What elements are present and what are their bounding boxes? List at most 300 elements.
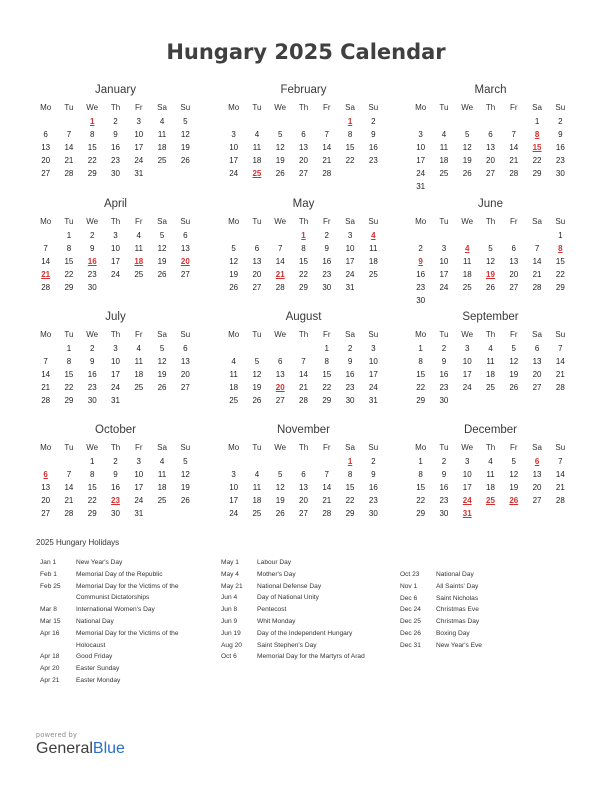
week-row xyxy=(409,455,572,468)
day-cell: 9 xyxy=(441,470,447,479)
day-cell: 14 xyxy=(509,143,519,152)
week-row xyxy=(34,229,197,242)
day-cell: 14 xyxy=(322,483,332,492)
day-cell xyxy=(362,167,385,180)
holiday-name: National Day xyxy=(436,571,474,578)
holiday-name: New Year's Day xyxy=(76,559,123,566)
holiday-name: Mother's Day xyxy=(257,570,296,578)
day-cell: 30 xyxy=(87,396,97,405)
day-cell xyxy=(502,507,525,520)
holiday-item xyxy=(221,581,397,593)
holiday-item xyxy=(221,604,397,616)
weekday-label: Mo xyxy=(40,103,52,112)
week-row xyxy=(34,481,197,494)
day-cell: 16 xyxy=(555,143,565,152)
day-cell: 21 xyxy=(555,483,565,492)
day-cell: 2 xyxy=(347,344,353,353)
weekday-label: Mo xyxy=(415,330,427,339)
day-cell: 22 xyxy=(555,270,565,279)
holiday-day-cell: 1 xyxy=(301,231,306,240)
day-cell: 9 xyxy=(113,130,118,139)
weekday-label: Fr xyxy=(322,443,331,452)
day-cell: 3 xyxy=(231,470,236,479)
day-cell: 9 xyxy=(89,357,95,366)
holiday-date: Jun 19 xyxy=(221,629,241,637)
week-row xyxy=(34,281,197,294)
weekday-label: Tu xyxy=(252,330,262,339)
day-cell: 7 xyxy=(534,244,540,253)
day-cell: 22 xyxy=(416,383,426,392)
day-cell xyxy=(292,342,315,355)
weekday-label: Fr xyxy=(509,330,518,339)
day-cell: 25 xyxy=(368,270,378,279)
weekday-label: Mo xyxy=(40,443,52,452)
day-cell xyxy=(174,167,197,180)
week-row xyxy=(34,455,197,468)
month-march xyxy=(409,83,572,193)
weekday-header xyxy=(34,441,197,455)
holiday-date: Nov 1 xyxy=(400,582,418,590)
holiday-name: Saint Stephen's Day xyxy=(257,641,317,649)
holiday-item xyxy=(40,569,208,581)
day-cell xyxy=(502,115,525,128)
day-cell: 21 xyxy=(299,383,308,392)
day-cell: 13 xyxy=(41,483,51,492)
holiday-day-cell: 21 xyxy=(41,270,51,279)
day-cell xyxy=(292,115,315,128)
week-row xyxy=(222,229,385,242)
day-cell: 30 xyxy=(368,509,378,518)
holiday-day-cell: 16 xyxy=(87,257,97,266)
weekday-label: Mo xyxy=(228,330,240,339)
page-title: Hungary 2025 Calendar xyxy=(166,40,446,64)
week-row xyxy=(34,141,197,154)
footer-logo xyxy=(36,732,125,758)
day-cell xyxy=(479,115,502,128)
day-cell: 31 xyxy=(368,396,378,405)
day-cell: 9 xyxy=(324,244,329,253)
month-name: February xyxy=(280,84,327,96)
day-cell: 3 xyxy=(418,130,423,139)
weekday-label: We xyxy=(86,330,99,339)
week-row xyxy=(222,455,385,468)
day-cell xyxy=(479,180,502,193)
day-cell xyxy=(362,281,385,294)
holiday-date: Apr 18 xyxy=(40,653,60,661)
week-row xyxy=(34,507,197,520)
month-name: May xyxy=(292,198,315,210)
day-cell: 6 xyxy=(254,244,260,253)
weekday-header xyxy=(222,441,385,455)
day-cell: 1 xyxy=(324,344,329,353)
day-cell: 16 xyxy=(322,257,332,266)
brand-logo xyxy=(36,740,125,758)
day-cell: 5 xyxy=(159,231,165,240)
day-cell: 16 xyxy=(368,143,378,152)
day-cell: 28 xyxy=(322,169,332,178)
day-cell: 25 xyxy=(462,283,472,292)
holiday-list-column-2 xyxy=(221,557,397,663)
day-cell: 31 xyxy=(111,396,120,405)
week-row xyxy=(222,255,385,268)
day-cell: 3 xyxy=(231,130,236,139)
day-cell: 5 xyxy=(183,457,188,466)
day-cell: 26 xyxy=(157,383,167,392)
day-cell: 12 xyxy=(252,370,262,379)
day-cell: 23 xyxy=(368,156,378,165)
day-cell: 14 xyxy=(555,470,565,479)
day-cell: 21 xyxy=(509,156,519,165)
day-cell xyxy=(409,115,432,128)
holiday-item xyxy=(40,651,208,663)
week-row xyxy=(34,381,197,394)
day-cell: 2 xyxy=(89,344,95,353)
day-cell: 6 xyxy=(301,470,306,479)
day-cell xyxy=(127,394,150,407)
day-cell xyxy=(549,294,572,307)
day-cell: 11 xyxy=(134,244,143,253)
day-cell: 11 xyxy=(439,143,449,152)
week-row xyxy=(222,507,385,520)
holiday-name: National Day xyxy=(76,617,114,625)
holiday-item xyxy=(40,557,208,569)
day-cell: 27 xyxy=(41,169,51,178)
day-cell xyxy=(432,180,455,193)
weekday-label: Mo xyxy=(415,103,427,112)
weekday-label: Sa xyxy=(532,330,542,339)
day-cell: 28 xyxy=(509,169,519,178)
day-cell: 7 xyxy=(301,357,306,366)
holiday-day-cell: 20 xyxy=(275,383,285,392)
day-cell: 12 xyxy=(275,483,285,492)
day-cell xyxy=(174,507,197,520)
holiday-day-cell: 4 xyxy=(464,244,470,253)
weekday-label: Fr xyxy=(322,330,331,339)
weekday-label: Su xyxy=(555,443,566,452)
week-row xyxy=(409,128,572,141)
day-cell: 24 xyxy=(111,383,120,392)
day-cell: 30 xyxy=(555,169,565,178)
day-cell: 27 xyxy=(275,396,285,405)
day-cell xyxy=(525,180,548,193)
holiday-item xyxy=(221,592,397,604)
day-cell: 17 xyxy=(462,483,472,492)
day-cell: 15 xyxy=(64,257,74,266)
week-row xyxy=(409,154,572,167)
day-cell: 18 xyxy=(229,383,239,392)
day-cell xyxy=(57,115,80,128)
week-row xyxy=(409,281,572,294)
day-cell: 7 xyxy=(43,244,48,253)
day-cell: 11 xyxy=(229,370,238,379)
day-cell: 13 xyxy=(509,257,519,266)
day-cell xyxy=(245,455,268,468)
holiday-item xyxy=(221,616,397,628)
day-cell: 13 xyxy=(275,370,285,379)
holiday-name: Easter Monday xyxy=(76,676,121,684)
holiday-date: Dec 25 xyxy=(400,618,421,626)
week-row xyxy=(409,342,572,355)
weekday-label: Sa xyxy=(532,217,542,226)
day-cell: 25 xyxy=(229,396,239,405)
day-cell xyxy=(549,394,572,407)
day-cell xyxy=(34,115,57,128)
day-cell: 10 xyxy=(345,244,355,253)
day-cell xyxy=(479,394,502,407)
holiday-day-cell: 8 xyxy=(558,244,563,253)
weekday-label: Su xyxy=(180,330,191,339)
day-cell: 19 xyxy=(275,496,285,505)
day-cell: 14 xyxy=(322,143,332,152)
week-row xyxy=(222,355,385,368)
day-cell: 7 xyxy=(558,344,563,353)
holiday-date: Dec 24 xyxy=(400,606,421,614)
day-cell: 13 xyxy=(486,143,495,152)
day-cell: 20 xyxy=(299,156,308,165)
day-cell xyxy=(549,180,572,193)
holiday-item xyxy=(400,569,576,581)
day-cell xyxy=(315,455,338,468)
holiday-day-cell: 21 xyxy=(275,270,285,279)
day-cell: 1 xyxy=(66,231,72,240)
day-cell: 6 xyxy=(301,130,306,139)
day-cell xyxy=(269,455,292,468)
month-february xyxy=(222,83,385,180)
month-name: December xyxy=(463,424,518,436)
day-cell: 13 xyxy=(299,483,308,492)
day-cell: 9 xyxy=(441,357,447,366)
holiday-day-cell: 9 xyxy=(418,257,423,266)
day-cell: 7 xyxy=(66,470,72,479)
day-cell: 3 xyxy=(136,457,141,466)
day-cell: 3 xyxy=(464,344,470,353)
day-cell: 29 xyxy=(64,396,74,405)
day-cell: 29 xyxy=(532,169,542,178)
day-cell: 22 xyxy=(64,383,74,392)
day-cell: 15 xyxy=(87,483,97,492)
day-cell: 22 xyxy=(532,156,542,165)
day-cell xyxy=(174,394,197,407)
weekday-label: Tu xyxy=(64,443,74,452)
week-row xyxy=(34,268,197,281)
weekday-label: Tu xyxy=(439,103,449,112)
day-cell: 3 xyxy=(464,457,470,466)
weekday-label: Fr xyxy=(134,217,143,226)
day-cell: 17 xyxy=(439,270,449,279)
day-cell: 20 xyxy=(532,370,542,379)
weekday-label: Th xyxy=(110,330,121,339)
day-cell: 18 xyxy=(462,270,472,279)
day-cell: 20 xyxy=(486,156,495,165)
holiday-name: Christmas Eve xyxy=(436,606,479,614)
day-cell: 15 xyxy=(555,257,565,266)
day-cell: 19 xyxy=(509,483,519,492)
holiday-name: Pentecost xyxy=(257,606,287,614)
holidays-heading: 2025 Hungary Holidays xyxy=(36,538,120,547)
week-row xyxy=(409,294,572,307)
day-cell: 5 xyxy=(159,344,165,353)
weekday-label: Th xyxy=(298,443,309,452)
day-cell: 24 xyxy=(368,383,378,392)
holiday-name: National Defense Day xyxy=(257,582,322,590)
weekday-label: Th xyxy=(298,217,309,226)
day-cell: 3 xyxy=(371,344,376,353)
day-cell: 27 xyxy=(299,169,308,178)
day-cell: 31 xyxy=(416,182,426,191)
day-cell xyxy=(150,394,173,407)
weekday-label: Th xyxy=(298,330,309,339)
day-cell xyxy=(104,281,127,294)
day-cell xyxy=(525,229,548,242)
day-cell: 15 xyxy=(322,370,332,379)
weekday-label: Th xyxy=(485,217,496,226)
day-cell xyxy=(502,229,525,242)
weekday-label: Sa xyxy=(157,443,167,452)
weekday-label: Th xyxy=(485,443,496,452)
holiday-name: International Women's Day xyxy=(76,606,155,614)
day-cell: 5 xyxy=(231,244,236,253)
week-row xyxy=(222,481,385,494)
day-cell: 28 xyxy=(555,383,565,392)
day-cell: 4 xyxy=(441,130,447,139)
day-cell: 16 xyxy=(439,370,449,379)
weekday-label: Tu xyxy=(252,217,262,226)
day-cell: 4 xyxy=(136,231,141,240)
holiday-date: Aug 20 xyxy=(221,641,242,649)
day-cell: 8 xyxy=(347,470,353,479)
month-name: October xyxy=(95,424,136,436)
weekday-label: Su xyxy=(180,443,191,452)
day-cell xyxy=(456,180,479,193)
day-cell: 9 xyxy=(113,470,118,479)
day-cell: 7 xyxy=(511,130,516,139)
day-cell: 31 xyxy=(134,169,144,178)
holiday-name: Easter Sunday xyxy=(76,665,120,673)
day-cell: 11 xyxy=(486,470,495,479)
day-cell: 6 xyxy=(183,231,188,240)
day-cell: 17 xyxy=(229,156,239,165)
brand-part-general: General xyxy=(36,740,93,757)
day-cell: 9 xyxy=(371,130,376,139)
day-cell: 27 xyxy=(41,509,51,518)
week-row xyxy=(409,507,572,520)
day-cell: 4 xyxy=(254,470,260,479)
week-row xyxy=(409,355,572,368)
day-cell: 29 xyxy=(87,509,97,518)
day-cell: 8 xyxy=(324,357,329,366)
holiday-date: Mar 15 xyxy=(40,617,61,625)
month-april xyxy=(34,197,197,294)
weekday-label: Tu xyxy=(439,217,449,226)
day-cell: 13 xyxy=(180,357,190,366)
day-cell: 25 xyxy=(157,496,167,505)
day-cell: 3 xyxy=(136,117,141,126)
holiday-date: Jun 4 xyxy=(221,594,238,602)
day-cell: 20 xyxy=(41,496,51,505)
day-cell: 19 xyxy=(275,156,285,165)
holiday-date: Mar 8 xyxy=(40,606,57,614)
day-cell: 29 xyxy=(64,283,74,292)
holiday-name: Memorial Day for the Victims of the Communist Dictatorships xyxy=(76,582,179,602)
weekday-label: Sa xyxy=(345,443,355,452)
weekday-header xyxy=(409,441,572,455)
day-cell: 7 xyxy=(324,130,329,139)
day-cell: 27 xyxy=(532,496,542,505)
day-cell: 26 xyxy=(180,496,190,505)
day-cell: 21 xyxy=(322,496,332,505)
holiday-day-cell: 19 xyxy=(486,270,495,279)
day-cell: 17 xyxy=(134,483,144,492)
week-row xyxy=(222,342,385,355)
day-cell: 10 xyxy=(368,357,378,366)
holiday-list-column-1 xyxy=(40,557,208,687)
day-cell: 3 xyxy=(441,244,447,253)
week-row xyxy=(409,368,572,381)
holiday-date: Oct 23 xyxy=(400,571,420,578)
day-cell: 10 xyxy=(462,470,472,479)
day-cell: 16 xyxy=(111,143,120,152)
day-cell: 13 xyxy=(180,244,190,253)
weekday-label: Fr xyxy=(322,103,331,112)
day-cell: 29 xyxy=(416,509,426,518)
month-november xyxy=(222,423,385,520)
holiday-day-cell: 8 xyxy=(534,130,540,139)
holiday-day-cell: 1 xyxy=(347,457,353,466)
day-cell xyxy=(502,394,525,407)
day-cell: 26 xyxy=(486,283,495,292)
day-cell: 13 xyxy=(252,257,262,266)
day-cell: 1 xyxy=(534,117,540,126)
day-cell: 12 xyxy=(462,143,472,152)
weekday-label: Su xyxy=(555,330,566,339)
day-cell: 3 xyxy=(113,344,118,353)
day-cell: 5 xyxy=(464,130,470,139)
holiday-date: Jun 9 xyxy=(221,617,238,625)
holiday-date: Jan 1 xyxy=(40,559,57,566)
day-cell xyxy=(222,455,245,468)
month-july xyxy=(34,310,197,407)
day-cell: 5 xyxy=(488,244,493,253)
day-cell: 10 xyxy=(111,244,120,253)
day-cell: 12 xyxy=(157,357,167,366)
holiday-date: May 4 xyxy=(221,570,239,578)
day-cell: 22 xyxy=(345,156,355,165)
weekday-label: Mo xyxy=(228,217,240,226)
holiday-day-cell: 20 xyxy=(180,257,190,266)
weekday-label: Su xyxy=(180,217,191,226)
day-cell: 10 xyxy=(134,130,144,139)
weekday-label: We xyxy=(86,217,99,226)
day-cell: 2 xyxy=(441,344,447,353)
weekday-label: Sa xyxy=(157,217,167,226)
week-row xyxy=(222,115,385,128)
day-cell: 22 xyxy=(299,270,308,279)
day-cell: 24 xyxy=(229,509,239,518)
day-cell: 30 xyxy=(111,509,120,518)
weekday-label: Su xyxy=(555,217,566,226)
month-name: August xyxy=(285,311,322,323)
weekday-label: Mo xyxy=(40,330,52,339)
week-row xyxy=(34,115,197,128)
day-cell: 10 xyxy=(134,470,144,479)
day-cell: 4 xyxy=(488,344,493,353)
day-cell xyxy=(57,455,80,468)
day-cell: 10 xyxy=(439,257,449,266)
day-cell xyxy=(409,229,432,242)
day-cell xyxy=(456,229,479,242)
day-cell: 18 xyxy=(157,143,167,152)
holiday-name: New Year's Eve xyxy=(436,641,482,649)
